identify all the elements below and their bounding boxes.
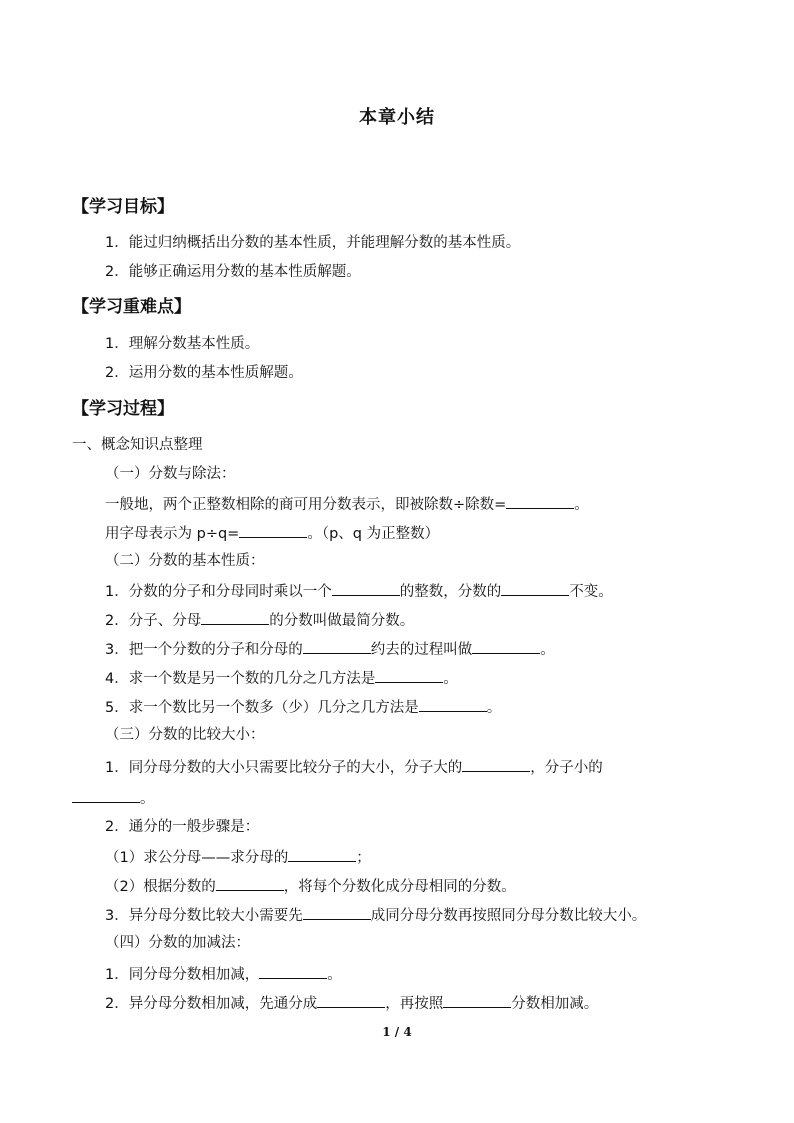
text-line [105, 963, 342, 985]
text-line [105, 904, 646, 926]
text-line [72, 787, 155, 809]
fill-blank [332, 580, 400, 596]
page-number: 1 / 4 [382, 1025, 412, 1039]
text-segment: 。（p、q 为正整数） [307, 526, 440, 542]
text-segment: 约去的过程叫做 [370, 642, 473, 658]
fill-blank [201, 609, 269, 625]
heading-key-points: 【学习重难点】 [72, 297, 191, 317]
text-segment: 。 [327, 967, 342, 983]
text-segment: 2．异分母分数相加减，先通分成 [105, 996, 318, 1012]
text-segment: 4．求一个数是另一个数的几分之几方法是 [105, 671, 376, 687]
text-segment: ，分子小的 [530, 760, 603, 776]
subsection-heading: （二）分数的基本性质： [105, 553, 265, 569]
subsection-heading: （三）分数的比较大小： [105, 727, 265, 743]
text-segment: （1）求公分母——求分母的 [105, 850, 289, 866]
fill-blank [506, 493, 574, 509]
heading-goals: 【学习目标】 [72, 197, 174, 217]
text-segment: 2．分子、分母 [105, 613, 202, 629]
goal-item-2: 2．能够正确运用分数的基本性质解题。 [105, 264, 361, 280]
text-segment: 。 [140, 791, 155, 807]
subsection-heading: （四）分数的加减法： [105, 935, 250, 951]
fill-blank [72, 787, 140, 803]
text-segment: 。 [486, 700, 502, 716]
fill-blank [303, 904, 371, 920]
text-line [105, 609, 414, 631]
text-segment: 不变。 [569, 584, 613, 600]
text-segment: 分数相加减。 [511, 996, 599, 1012]
text-segment: 用字母表示为 p÷q= [105, 526, 240, 542]
text-line [105, 846, 371, 868]
text-segment: 。 [443, 671, 458, 687]
text-segment: 5．求一个数比另一个数多（少）几分之几方法是 [105, 700, 419, 716]
text-segment: 3．异分母分数比较大小需要先 [105, 908, 303, 924]
text-line [105, 992, 598, 1014]
text-segment: 1．同分母分数的大小只需要比较分子的大小，分子大的 [105, 760, 463, 776]
text-segment: 。 [574, 497, 589, 513]
text-segment: ，将每个分数化成分母相同的分数。 [283, 879, 516, 895]
fill-blank [443, 992, 511, 1008]
fill-blank [472, 638, 540, 654]
text-line [105, 667, 458, 689]
key-point-item-1: 1．理解分数基本性质。 [105, 336, 260, 352]
text-line [105, 522, 439, 544]
text-segment: （2）根据分数的 [105, 879, 216, 895]
fill-blank [462, 756, 530, 772]
fill-blank [317, 992, 385, 1008]
text-line [105, 580, 613, 602]
text-segment: 1．同分母分数相加减， [105, 967, 260, 983]
text-segment: ，再按照 [385, 996, 444, 1012]
fill-blank [375, 667, 443, 683]
text-line [105, 875, 516, 897]
heading-process: 【学习过程】 [72, 399, 174, 419]
text-line [105, 756, 603, 778]
text-segment: 的分数叫做最简分数。 [269, 613, 415, 629]
subsection-heading: （一）分数与除法： [105, 466, 236, 482]
text-line: 2．通分的一般步骤是： [105, 819, 260, 835]
text-line [105, 696, 501, 718]
text-segment: 。 [540, 642, 555, 658]
text-segment: 的整数，分数的 [399, 584, 502, 600]
text-segment: 成同分母分数再按照同分母分数比较大小。 [370, 908, 647, 924]
fill-blank [501, 580, 569, 596]
text-segment: 一般地，两个正整数相除的商可用分数表示，即被除数÷除数= [105, 497, 507, 513]
text-segment: 3．把一个分数的分子和分母的 [105, 642, 303, 658]
text-segment: ； [356, 850, 371, 866]
fill-blank [288, 846, 356, 862]
key-point-item-2: 2．运用分数的基本性质解题。 [105, 365, 303, 381]
text-segment: 1．分数的分子和分母同时乘以一个 [105, 584, 332, 600]
fill-blank [216, 875, 284, 891]
text-line [105, 493, 589, 515]
text-line [105, 638, 555, 660]
fill-blank [239, 522, 307, 538]
goal-item-1: 1．能过归纳概括出分数的基本性质，并能理解分数的基本性质。 [105, 235, 521, 251]
fill-blank [259, 963, 327, 979]
part-heading: 一、概念知识点整理 [72, 437, 203, 453]
fill-blank [303, 638, 371, 654]
fill-blank [419, 696, 487, 712]
page-title: 本章小结 [359, 107, 435, 128]
